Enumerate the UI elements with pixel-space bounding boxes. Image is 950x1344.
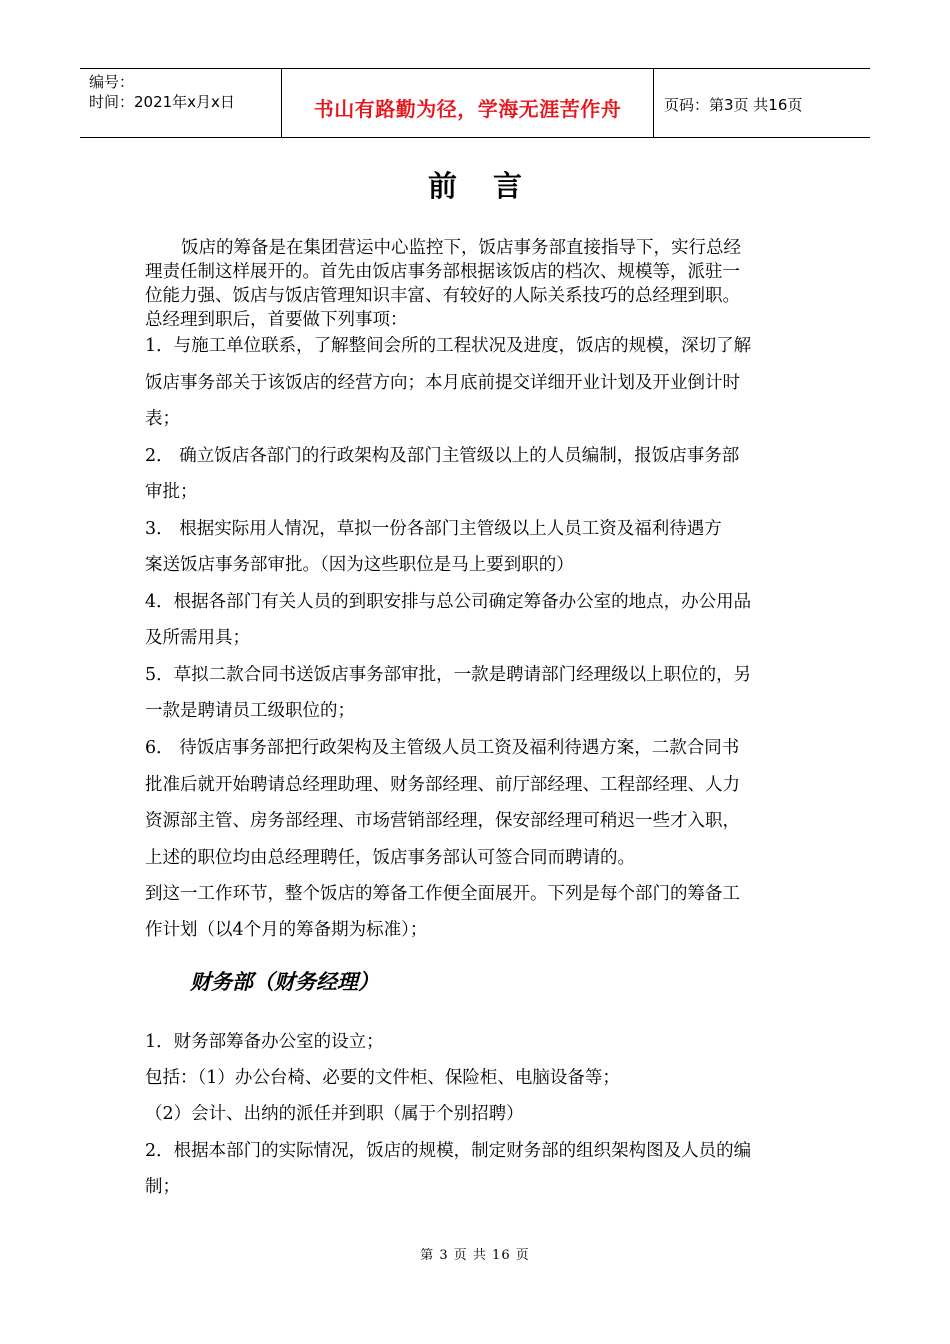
list-item-line: 饭店事务部关于该饭店的经营方向；本月底前提交详细开业计划及开业倒计时 bbox=[145, 373, 740, 393]
list-item-line: 及所需用具； bbox=[145, 628, 250, 648]
section-line: 包括：（1）办公台椅、必要的文件柜、保险柜、电脑设备等； bbox=[145, 1068, 620, 1088]
list-item-line: 2． 确立饭店各部门的行政架构及部门主管级以上的人员编制，报饭店事务部 bbox=[145, 446, 740, 466]
header-page-info: 页码：第3页 共16页 bbox=[664, 96, 803, 114]
list-item-line: 案送饭店事务部审批。（因为这些职位是马上要到职的） bbox=[145, 555, 574, 575]
list-item-line: 4．根据各部门有关人员的到职安排与总公司确定筹备办公室的地点，办公用品 bbox=[145, 592, 752, 612]
section-line: 2．根据本部门的实际情况，饭店的规模，制定财务部的组织架构图及人员的编 bbox=[145, 1141, 752, 1161]
list-item-line: 上述的职位均由总经理聘任，饭店事务部认可签合同而聘请的。 bbox=[145, 848, 635, 868]
section-heading: 财务部（财务经理） bbox=[190, 969, 379, 994]
header-page-cell bbox=[654, 69, 870, 137]
intro-line: 位能力强、饭店与饭店管理知识丰富、有较好的人际关系技巧的总经理到职。 bbox=[145, 286, 740, 306]
closing-line: 作计划（以4个月的筹备期为标准）； bbox=[145, 920, 428, 940]
document-header bbox=[80, 68, 870, 138]
document-date: 时间：2021年x月x日 bbox=[89, 93, 235, 111]
header-motto-cell bbox=[282, 69, 654, 137]
document-number-label: 编号： bbox=[89, 73, 135, 91]
header-motto: 书山有路勤为径，学海无涯苦作舟 bbox=[313, 97, 622, 121]
page-title: 前言 bbox=[427, 169, 558, 203]
list-item-line: 批准后就开始聘请总经理助理、财务部经理、前厅部经理、工程部经理、人力 bbox=[145, 775, 740, 795]
intro-line: 理责任制这样展开的。首先由饭店事务部根据该饭店的档次、规模等，派驻一 bbox=[145, 262, 740, 282]
list-item-line: 6． 待饭店事务部把行政架构及主管级人员工资及福利待遇方案，二款合同书 bbox=[145, 738, 740, 758]
closing-line: 到这一工作环节，整个饭店的筹备工作便全面展开。下列是每个部门的筹备工 bbox=[145, 884, 740, 904]
page-footer: 第 3 页 共 16 页 bbox=[420, 1248, 530, 1263]
intro-line: 饭店的筹备是在集团营运中心监控下，饭店事务部直接指导下，实行总经 bbox=[181, 238, 741, 258]
list-item-line: 表； bbox=[145, 409, 180, 429]
section-line: 1．财务部筹备办公室的设立； bbox=[145, 1032, 384, 1052]
header-left-cell bbox=[80, 69, 282, 137]
list-item-line: 5．草拟二款合同书送饭店事务部审批，一款是聘请部门经理级以上职位的，另 bbox=[145, 665, 752, 685]
list-item-line: 一款是聘请员工级职位的； bbox=[145, 701, 355, 721]
section-line: （2）会计、出纳的派任并到职（属于个别招聘） bbox=[145, 1104, 524, 1124]
list-item-line: 1．与施工单位联系，了解整间会所的工程状况及进度，饭店的规模，深切了解 bbox=[145, 336, 752, 356]
section-line: 制； bbox=[145, 1177, 180, 1197]
list-item-line: 资源部主管、房务部经理、市场营销部经理，保安部经理可稍迟一些才入职， bbox=[145, 811, 740, 831]
intro-line: 总经理到职后，首要做下列事项： bbox=[145, 310, 408, 330]
list-item-line: 3． 根据实际用人情况，草拟一份各部门主管级以上人员工资及福利待遇方 bbox=[145, 519, 722, 539]
list-item-line: 审批； bbox=[145, 482, 198, 502]
